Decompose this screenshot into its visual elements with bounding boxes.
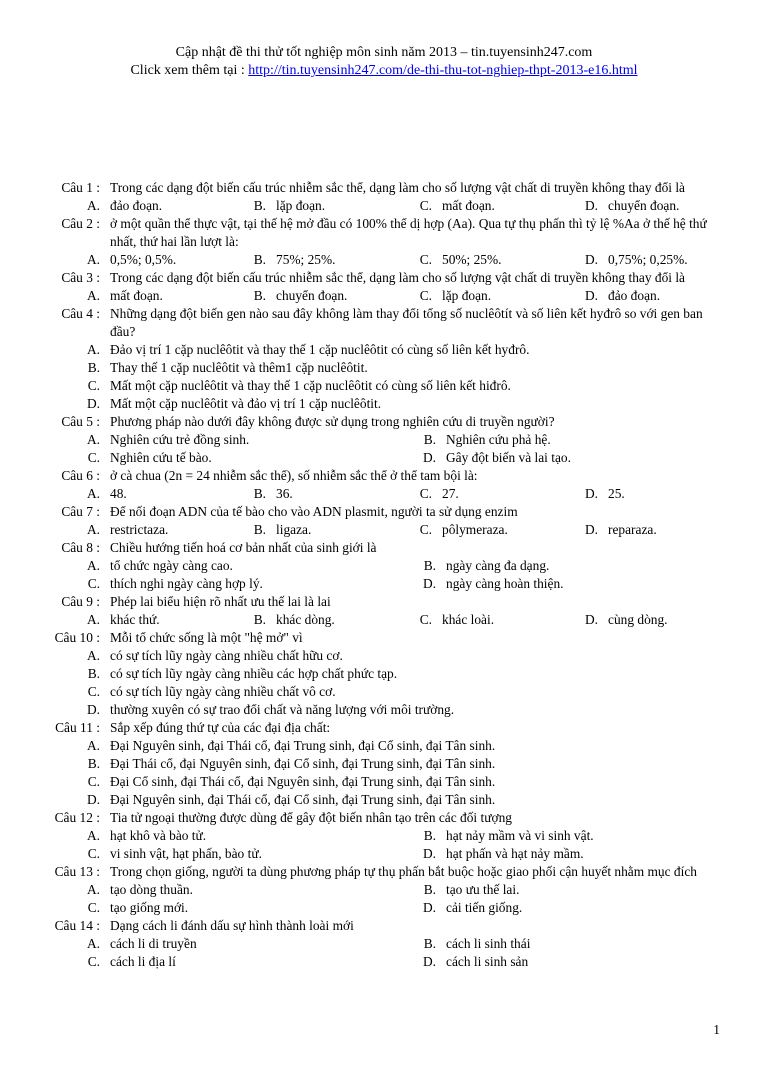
option-text: Mất một cặp nuclêôtit và thay thế 1 cặp nuclêôtit có cùng số liên kết hiđrô. <box>110 378 511 393</box>
header-link-line <box>0 62 768 80</box>
question-label: Câu 7 : <box>61 504 100 519</box>
option-text: Gây đột biến và lai tạo. <box>446 450 571 465</box>
option-text: 36. <box>276 486 293 501</box>
option-text: 48. <box>110 486 127 501</box>
option-row <box>48 665 720 683</box>
option-letter: B. <box>253 486 266 501</box>
option-letter: D. <box>584 522 598 537</box>
option-letter: A. <box>86 252 100 267</box>
option-text: khác dòng. <box>276 612 335 627</box>
option-row <box>48 755 720 773</box>
question-label: Câu 12 : <box>54 810 100 825</box>
option-row <box>48 881 720 899</box>
option-row <box>48 791 720 809</box>
option-text: thích nghi ngày càng hợp lý. <box>110 576 263 591</box>
question-label: Câu 6 : <box>61 468 100 483</box>
question-14 <box>48 917 720 971</box>
option-text: hạt phấn và hạt nảy mầm. <box>446 846 584 861</box>
question-12 <box>48 809 720 863</box>
option-letter: B. <box>87 666 100 681</box>
option-text: khác loài. <box>442 612 495 627</box>
question-3 <box>48 269 720 305</box>
option-text: tổ chức ngày càng cao. <box>110 558 233 573</box>
option-text: khác thứ. <box>110 612 160 627</box>
question-text: Mỗi tổ chức sống là một "hệ mở" vì <box>110 630 303 645</box>
option-letter: A. <box>86 432 100 447</box>
option-letter: D. <box>584 288 598 303</box>
question-text: Những dạng đột biến gen nào sau đây không làm thay đổi tổng số nuclêôtít và số liên kết hyđrô so với gen ban đầu? <box>110 306 703 339</box>
option-row <box>48 431 720 449</box>
question-10 <box>48 629 720 719</box>
option-text: đảo đoạn. <box>608 288 661 303</box>
option-text: tạo ưu thế lai. <box>446 882 520 897</box>
option-text: cách li sinh sản <box>446 954 529 969</box>
question-label: Câu 5 : <box>61 414 100 429</box>
option-text: mất đoạn. <box>110 288 163 303</box>
option-text: Nghiên cứu trẻ đồng sinh. <box>110 432 250 447</box>
option-row <box>48 899 720 917</box>
question-label: Câu 14 : <box>54 918 100 933</box>
option-letter: A. <box>86 936 100 951</box>
question-label: Câu 10 : <box>54 630 100 645</box>
option-text: tạo giống mới. <box>110 900 189 915</box>
option-letter: A. <box>86 288 100 303</box>
option-letter: D. <box>584 198 598 213</box>
option-letter: C. <box>419 252 432 267</box>
question-stem <box>48 413 720 431</box>
option-row <box>48 557 720 575</box>
question-stem <box>48 503 720 521</box>
option-letter: D. <box>422 900 436 915</box>
option-text: 75%; 25%. <box>276 252 336 267</box>
option-row <box>48 773 720 791</box>
option-text: reparaza. <box>608 522 657 537</box>
option-text: 27. <box>442 486 459 501</box>
option-letter: D. <box>422 450 436 465</box>
option-letter: B. <box>423 936 436 951</box>
option-text: hạt khô và bào tử. <box>110 828 207 843</box>
option-letter: C. <box>87 774 100 789</box>
question-11 <box>48 719 720 809</box>
option-letter: C. <box>419 486 432 501</box>
option-text: có sự tích lũy ngày càng nhiều các hợp chất phức tạp. <box>110 666 398 681</box>
question-text: Dạng cách li đánh dấu sự hình thành loài mới <box>110 918 354 933</box>
option-letter: A. <box>86 738 100 753</box>
page-header <box>0 44 768 80</box>
option-letter: A. <box>86 882 100 897</box>
option-letter: A. <box>86 342 100 357</box>
option-letter: A. <box>86 828 100 843</box>
option-letter: D. <box>584 612 598 627</box>
option-letter: B. <box>253 612 266 627</box>
option-letter: C. <box>419 198 432 213</box>
option-text: Nghiên cứu phả hệ. <box>446 432 551 447</box>
option-text: lặp đoạn. <box>442 288 492 303</box>
question-label: Câu 3 : <box>61 270 100 285</box>
option-text: Đảo vị trí 1 cặp nuclêôtit và thay thế 1 cặp nuclêôtit có cùng số liên kết hyđrô. <box>110 342 530 357</box>
option-row <box>48 485 720 503</box>
option-text: cách li địa lí <box>110 954 176 969</box>
question-stem <box>48 809 720 827</box>
option-text: Đại Cổ sinh, đại Thái cổ, đại Nguyên sinh, đại Trung sinh, đại Tân sinh. <box>110 774 496 789</box>
option-text: lặp đoạn. <box>276 198 326 213</box>
option-letter: D. <box>422 576 436 591</box>
option-text: thường xuyên có sự trao đổi chất và năng lượng với môi trường. <box>110 702 455 717</box>
option-letter: D. <box>584 252 598 267</box>
option-text: chuyển đoạn. <box>608 198 680 213</box>
question-2 <box>48 215 720 269</box>
question-text: Phép lai biểu hiện rõ nhất ưu thế lai là lai <box>110 594 331 609</box>
option-row <box>48 341 720 359</box>
question-6 <box>48 467 720 503</box>
option-letter: C. <box>87 900 100 915</box>
question-text: Tia tử ngoại thường được dùng để gây đột biến nhân tạo trên các đối tượng <box>110 810 512 825</box>
option-letter: D. <box>86 792 100 807</box>
option-row <box>48 197 720 215</box>
question-label: Câu 13 : <box>54 864 100 879</box>
option-text: mất đoạn. <box>442 198 495 213</box>
question-text: Trong chọn giống, người ta dùng phương pháp tự thụ phấn bắt buộc hoặc giao phối cận huyết nhằm mục đích <box>110 864 697 879</box>
question-text: Để nối đoạn ADN của tế bào cho vào ADN plasmit, người ta sử dụng enzim <box>110 504 518 519</box>
option-text: hạt nảy mầm và vi sinh vật. <box>446 828 594 843</box>
option-text: vi sinh vật, hạt phấn, bào tử. <box>110 846 262 861</box>
option-letter: C. <box>419 522 432 537</box>
question-13 <box>48 863 720 917</box>
question-stem <box>48 305 720 341</box>
option-text: chuyển đoạn. <box>276 288 348 303</box>
option-row <box>48 935 720 953</box>
question-stem <box>48 863 720 881</box>
question-stem <box>48 917 720 935</box>
option-row <box>48 737 720 755</box>
option-text: Nghiên cứu tế bào. <box>110 450 212 465</box>
option-letter: C. <box>419 288 432 303</box>
option-letter: B. <box>423 828 436 843</box>
option-text: 0,75%; 0,25%. <box>608 252 688 267</box>
option-letter: D. <box>584 486 598 501</box>
option-row <box>48 845 720 863</box>
option-row <box>48 827 720 845</box>
option-text: Mất một cặp nuclêôtit và đảo vị trí 1 cặp nuclêôtit. <box>110 396 382 411</box>
option-text: 0,5%; 0,5%. <box>110 252 177 267</box>
option-letter: B. <box>423 558 436 573</box>
option-letter: A. <box>86 522 100 537</box>
question-stem <box>48 629 720 647</box>
option-letter: D. <box>422 846 436 861</box>
option-text: ngày càng đa dạng. <box>446 558 550 573</box>
question-label: Câu 9 : <box>61 594 100 609</box>
option-letter: C. <box>87 576 100 591</box>
option-letter: A. <box>86 486 100 501</box>
option-letter: C. <box>87 684 100 699</box>
option-letter: A. <box>86 612 100 627</box>
option-letter: C. <box>87 846 100 861</box>
header-link-prefix: Click xem thêm tại : <box>130 63 249 78</box>
option-row <box>48 251 720 269</box>
option-text: pôlymeraza. <box>442 522 508 537</box>
question-list <box>48 179 720 971</box>
question-stem <box>48 215 720 251</box>
question-label: Câu 4 : <box>61 306 100 321</box>
question-text: ở cà chua (2n = 24 nhiễm sắc thể), số nhiễm sắc thể ở thể tam bội là: <box>110 468 478 483</box>
option-letter: C. <box>87 954 100 969</box>
option-text: ngày càng hoàn thiện. <box>446 576 564 591</box>
option-text: Đại Thái cổ, đại Nguyên sinh, đại Cổ sinh, đại Trung sinh, đại Tân sinh. <box>110 756 496 771</box>
option-text: có sự tích lũy ngày càng nhiều chất hữu cơ. <box>110 648 343 663</box>
question-label: Câu 11 : <box>55 720 100 735</box>
question-7 <box>48 503 720 539</box>
question-label: Câu 8 : <box>61 540 100 555</box>
question-stem <box>48 593 720 611</box>
option-text: tạo dòng thuần. <box>110 882 193 897</box>
option-row <box>48 449 720 467</box>
question-label: Câu 2 : <box>61 216 100 231</box>
option-text: 25. <box>608 486 625 501</box>
option-text: cùng dòng. <box>608 612 668 627</box>
option-letter: C. <box>419 612 432 627</box>
option-row <box>48 395 720 413</box>
option-letter: B. <box>253 522 266 537</box>
option-text: cách li sinh thái <box>446 936 531 951</box>
option-row <box>48 683 720 701</box>
option-letter: B. <box>87 360 100 375</box>
option-letter: B. <box>423 882 436 897</box>
option-row <box>48 611 720 629</box>
option-row <box>48 575 720 593</box>
header-link[interactable]: http://tin.tuyensinh247.com/de-thi-thu-tot-nghiep-thpt-2013-e16.html <box>248 63 638 78</box>
option-letter: C. <box>87 378 100 393</box>
option-text: Đại Nguyên sinh, đại Thái cổ, đại Trung sinh, đại Cổ sinh, đại Tân sinh. <box>110 738 496 753</box>
option-letter: D. <box>86 702 100 717</box>
option-letter: D. <box>422 954 436 969</box>
option-row <box>48 521 720 539</box>
option-letter: B. <box>253 252 266 267</box>
option-text: 50%; 25%. <box>442 252 502 267</box>
option-text: restrictaza. <box>110 522 169 537</box>
option-letter: A. <box>86 648 100 663</box>
question-text: ở một quần thể thực vật, tại thế hệ mở đầu có 100% thể dị hợp (Aa). Qua tự thụ phấn thì tỷ lệ %Aa ở thế hệ thứ nhất, thứ hai lần lượt là: <box>110 216 707 249</box>
option-text: cách li di truyền <box>110 936 197 951</box>
option-text: đảo đoạn. <box>110 198 163 213</box>
option-row <box>48 701 720 719</box>
question-5 <box>48 413 720 467</box>
question-text: Sắp xếp đúng thứ tự của các đại địa chất: <box>110 720 331 735</box>
option-row <box>48 287 720 305</box>
option-text: cải tiến giống. <box>446 900 523 915</box>
option-letter: B. <box>87 756 100 771</box>
option-text: có sự tích lũy ngày càng nhiều chất vô cơ. <box>110 684 336 699</box>
option-letter: A. <box>86 198 100 213</box>
question-stem <box>48 719 720 737</box>
question-text: Chiều hướng tiến hoá cơ bản nhất của sinh giới là <box>110 540 377 555</box>
option-letter: B. <box>423 432 436 447</box>
option-letter: B. <box>253 288 266 303</box>
option-letter: C. <box>87 450 100 465</box>
question-4 <box>48 305 720 413</box>
question-1 <box>48 179 720 215</box>
question-8 <box>48 539 720 593</box>
option-letter: B. <box>253 198 266 213</box>
question-9 <box>48 593 720 629</box>
question-stem <box>48 467 720 485</box>
option-letter: A. <box>86 558 100 573</box>
page-number: 1 <box>713 1022 720 1037</box>
header-title: Cập nhật đề thi thử tốt nghiệp môn sinh năm 2013 – tin.tuyensinh247.com <box>175 45 593 60</box>
option-row <box>48 377 720 395</box>
question-stem <box>48 539 720 557</box>
option-row <box>48 359 720 377</box>
question-stem <box>48 269 720 287</box>
question-text: Trong các dạng đột biến cấu trúc nhiễm sắc thể, dạng làm cho số lượng vật chất di truyền không thay đổi là <box>110 270 685 285</box>
question-stem <box>48 179 720 197</box>
question-label: Câu 1 : <box>61 180 100 195</box>
option-text: Thay thế 1 cặp nuclêôtit và thêm1 cặp nuclêôtit. <box>110 360 368 375</box>
question-text: Trong các dạng đột biến cấu trúc nhiễm sắc thể, dạng làm cho số lượng vật chất di truyền không thay đổi là <box>110 180 685 195</box>
option-text: ligaza. <box>276 522 312 537</box>
option-letter: D. <box>86 396 100 411</box>
option-row <box>48 647 720 665</box>
option-row <box>48 953 720 971</box>
option-text: Đại Nguyên sinh, đại Thái cổ, đại Cổ sinh, đại Trung sinh, đại Tân sinh. <box>110 792 496 807</box>
question-text: Phương pháp nào dưới đây không được sử dụng trong nghiên cứu di truyền người? <box>110 414 555 429</box>
